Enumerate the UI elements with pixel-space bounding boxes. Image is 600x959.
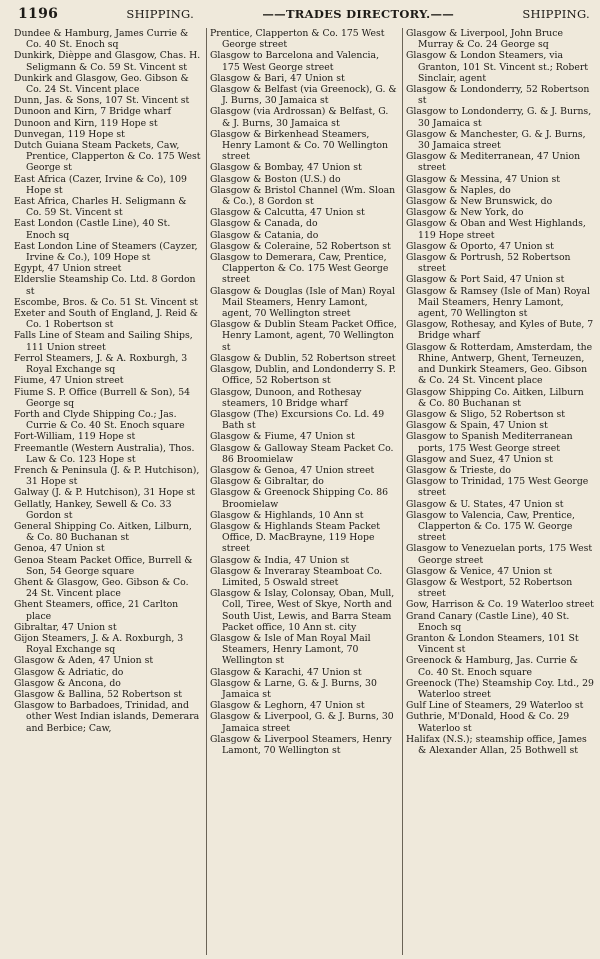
directory-entry: Glasgow & London Steamers, via Granton, 101 St. Vincent st.; Robert Sinclair, agent: [406, 50, 589, 84]
directory-entry: Glasgow & Mediterranean, 47 Union street: [406, 151, 581, 174]
directory-entry: Galway (J. & P. Hutchison), 31 Hope st: [14, 487, 196, 499]
directory-entry: Dundee & Hamburg, James Currie & Co. 40 St. Enoch sq: [14, 28, 189, 51]
directory-entry: Glasgow & New Brunswick, do: [406, 196, 553, 208]
directory-entry: Granton & London Steamers, 101 St Vincent st: [406, 632, 579, 656]
directory-entry: Fiume S. P. Office (Burrell & Son), 54 George sq: [14, 386, 191, 409]
directory-entry: Glasgow & Aden, 47 Union st: [14, 655, 154, 667]
directory-entry: Dunn, Jas. & Sons, 107 St. Vincent st: [14, 95, 190, 107]
directory-entry: Genoa Steam Packet Office, Burrell & Son, 54 George square: [14, 554, 193, 577]
directory-entry: Glasgow and Suez, 47 Union st: [406, 453, 553, 465]
directory-entry: Grand Canary (Castle Line), 40 St. Enoch sq: [406, 610, 570, 633]
directory-entry: Glasgow & Portrush, 52 Robertson street: [406, 252, 571, 275]
directory-entry: Glasgow & Genoa, 47 Union street: [210, 464, 375, 476]
directory-entry: Glasgow & Fiume, 47 Union st: [210, 431, 355, 443]
directory-entry: General Shipping Co. Aitken, Lilburn, & Co. 80 Buchanan st: [14, 520, 192, 544]
directory-entry: Freemantle (Western Australia), Thos. Law & Co. 123 Hope st: [14, 442, 195, 465]
directory-entry: Glasgow & Highlands Steam Packet Office, D. MacBrayne, 119 Hope street: [210, 520, 380, 555]
directory-entry: Guthrie, M'Donald, Hood & Co. 29 Waterloo st: [406, 711, 570, 734]
directory-entry: Glasgow & Karachi, 47 Union st: [210, 666, 362, 678]
page-number: 1196: [18, 6, 59, 22]
directory-entry: Glasgow, Dublin, and Londonderry S. P. Office, 52 Robertson st: [210, 364, 396, 387]
directory-entry: Exeter and South of England, J. Reid & Co. 1 Robertson st: [14, 308, 198, 331]
directory-entry: Glasgow & Boston (U.S.) do: [210, 173, 341, 185]
directory-entry: Glasgow & Greenock Shipping Co. 86 Broomielaw: [210, 487, 389, 510]
directory-entry: Glasgow & Rotterdam, Amsterdam, the Rhine, Antwerp, Ghent, Terneuzen, and Dunkirk Steamers, Geo. Gibson & Co. 24 St. Vincent place: [406, 341, 593, 387]
directory-entry: Glasgow & Bristol Channel (Wm. Sloan & Co.), 8 Gordon st: [210, 184, 396, 208]
directory-entry: Glasgow & Trieste, do: [406, 464, 511, 476]
directory-entry: Glasgow & Calcutta, 47 Union st: [210, 207, 365, 219]
directory-entry: Glasgow & India, 47 Union st: [210, 554, 350, 566]
directory-entry: Glasgow & Larne, G. & J. Burns, 30 Jamaica st: [210, 677, 377, 700]
directory-entry: Glasgow & Liverpool Steamers, Henry Lamont, 70 Wellington st: [210, 733, 392, 756]
directory-entry: Glasgow & Manchester, G. & J. Burns, 30 Jamaica street: [406, 128, 586, 152]
directory-entry: Genoa, 47 Union st: [14, 543, 105, 555]
directory-entry: Glasgow & Gibraltar, do: [210, 476, 324, 488]
header-right-word: SHIPPING.: [522, 7, 590, 21]
directory-entry: Ferrol Steamers, J. & A. Roxburgh, 3 Royal Exchange sq: [14, 352, 188, 376]
directory-entry: East Africa, Charles H. Seligmann & Co. 59 St. Vincent st: [14, 196, 187, 219]
directory-entry: Glasgow & Liverpool, G. & J. Burns, 30 Jamaica street: [210, 711, 394, 734]
directory-entry: Glasgow, Dunoon, and Rothesay steamers, 10 Bridge wharf: [210, 386, 362, 409]
directory-entry: Glasgow & Birkenhead Steamers, Henry Lamont & Co. 70 Wellington street: [210, 128, 389, 163]
directory-entry: Glasgow & Dublin Steam Packet Office, Henry Lamont, agent, 70 Wellington st: [210, 319, 397, 353]
directory-entry: Greenock & Hamburg, Jas. Currie & Co. 40 St. Enoch square: [406, 655, 578, 678]
directory-entry: Ghent Steamers, office, 21 Carlton place: [14, 599, 179, 622]
directory-entry: Dutch Guiana Steam Packets, Caw, Prentice, Clapperton & Co. 175 West George st: [14, 140, 201, 174]
directory-entry: Dunvegan, 119 Hope st: [14, 128, 125, 140]
directory-entry: Ghent & Glasgow, Geo. Gibson & Co. 24 St. Vincent place: [14, 576, 189, 600]
directory-entry: French & Peninsula (J. & P. Hutchison), 31 Hope st: [14, 464, 200, 488]
running-header: [18, 4, 590, 24]
directory-entry: Glasgow & Adriatic, do: [14, 666, 124, 678]
directory-entry: Glasgow & Sligo, 52 Robertson st: [406, 408, 566, 420]
directory-entry: Glasgow & Londonderry, 52 Robertson st: [406, 84, 590, 107]
directory-entry: Glasgow to Demerara, Caw, Prentice, Clapperton & Co. 175 West George street: [210, 252, 389, 286]
directory-entry: Halifax (N.S.); steamship office, James & Alexander Allan, 25 Bothwell st: [406, 733, 587, 756]
directory-entry: Glasgow & Bari, 47 Union st: [210, 72, 345, 84]
directory-entry: Glasgow & Naples, do: [406, 184, 511, 196]
columns: [14, 28, 594, 955]
directory-entry: Glasgow, Rothesay, and Kyles of Bute, 7 Bridge wharf: [406, 319, 594, 342]
directory-entry: Glasgow & Messina, 47 Union st: [406, 173, 561, 185]
directory-entry: Gibraltar, 47 Union st: [14, 621, 117, 633]
column-2: [206, 28, 398, 955]
directory-entry: Gellatly, Hankey, Sewell & Co. 33 Gordon st: [14, 498, 172, 521]
directory-entry: Glasgow (via Ardrossan) & Belfast, G. & J. Burns, 30 Jamaica st: [210, 106, 389, 129]
directory-entry: Glasgow & Galloway Steam Packet Co. 86 Broomielaw: [210, 442, 394, 465]
directory-entry: Gulf Line of Steamers, 29 Waterloo st: [406, 700, 584, 712]
directory-entry: Glasgow Shipping Co. Aitken, Lilburn & Co. 80 Buchanan st: [406, 386, 584, 409]
column-1: [14, 28, 202, 955]
directory-entry: Greenock (The) Steamship Coy. Ltd., 29 Waterloo street: [406, 677, 594, 700]
directory-entry: Fiume, 47 Union street: [14, 375, 124, 387]
directory-entry: Dunkirk, Dièppe and Glasgow, Chas. H. Seligmann & Co. 59 St. Vincent st: [14, 50, 201, 73]
directory-entry: East Africa (Cazer, Irvine & Co), 109 Hope st: [14, 173, 187, 196]
directory-entry: Glasgow & Bombay, 47 Union st: [210, 162, 362, 174]
directory-entry: Glasgow & Leghorn, 47 Union st: [210, 700, 365, 712]
directory-entry: Glasgow & Venice, 47 Union st: [406, 565, 552, 577]
directory-entry: Glasgow to Spanish Mediterranean ports, 175 West George street: [406, 431, 573, 454]
directory-entry: Prentice, Clapperton & Co. 175 West George street: [210, 28, 385, 51]
directory-entry: Glasgow & Oporto, 47 Union st: [406, 240, 554, 252]
directory-entry: Glasgow to Barbadoes, Trinidad, and other West Indian islands, Demerara and Berbice; Caw,: [14, 700, 200, 734]
directory-entry: Dunoon and Kirn, 7 Bridge wharf: [14, 106, 172, 118]
directory-entry: Glasgow & Ramsey (Isle of Man) Royal Mail Steamers, Henry Lamont, agent, 70 Wellington st: [406, 285, 590, 320]
directory-entry: Glasgow & Highlands, 10 Ann st: [210, 509, 364, 521]
directory-entry: Glasgow & Oban and West Highlands, 119 Hope street: [406, 218, 586, 241]
directory-entry: Glasgow & Ancona, do: [14, 677, 121, 689]
directory-entry: Gow, Harrison & Co. 19 Waterloo street: [406, 599, 594, 611]
directory-entry: Glasgow to Londonderry, G. & J. Burns, 30 Jamaica st: [406, 106, 592, 129]
directory-entry: Glasgow & Dublin, 52 Robertson street: [210, 352, 396, 364]
directory-entry: Glasgow to Venezuelan ports, 175 West George street: [406, 543, 593, 566]
directory-entry: Dunkirk and Glasgow, Geo. Gibson & Co. 24 St. Vincent place: [14, 72, 189, 96]
directory-entry: Dunoon and Kirn, 119 Hope st: [14, 117, 158, 129]
directory-entry: Glasgow to Barcelona and Valencia, 175 West George street: [210, 50, 380, 73]
header-title: ——TRADES DIRECTORY.——: [262, 7, 455, 21]
directory-entry: Glasgow & Westport, 52 Robertson street: [406, 576, 573, 600]
directory-entry: Escombe, Bros. & Co. 51 St. Vincent st: [14, 296, 198, 308]
directory-entry: East London Line of Steamers (Cayzer, Irvine & Co.), 109 Hope st: [14, 240, 198, 264]
directory-entry: Glasgow & New York, do: [406, 207, 524, 219]
directory-entry: Glasgow & Islay, Colonsay, Oban, Mull, Coll, Tiree, West of Skye, North and South Uist, Lewis, and Barra Steam Packet office, 10 Ann st. city: [210, 588, 395, 633]
directory-entry: Glasgow & Inveraray Steamboat Co. Limited, 5 Oswald street: [210, 565, 383, 588]
directory-entry: East London (Castle Line), 40 St. Enoch sq: [14, 218, 171, 241]
directory-entry: Glasgow (The) Excursions Co. Ld. 49 Bath st: [210, 408, 385, 432]
directory-entry: Glasgow & Catania, do: [210, 229, 319, 241]
directory-entry: Forth and Clyde Shipping Co.; Jas. Currie & Co. 40 St. Enoch square: [14, 408, 185, 432]
directory-entry: Glasgow & Ballina, 52 Robertson st: [14, 688, 182, 700]
directory-entry: Glasgow & Port Said, 47 Union st: [406, 274, 565, 286]
directory-entry: Elderslie Steamship Co. Ltd. 8 Gordon st: [14, 274, 196, 297]
directory-entry: Glasgow to Trinidad, 175 West George street: [406, 476, 589, 499]
directory-entry: Glasgow & Coleraine, 52 Robertson st: [210, 240, 391, 252]
directory-entry: Gijon Steamers, J. & A. Roxburgh, 3 Royal Exchange sq: [14, 632, 184, 656]
directory-entry: Egypt, 47 Union street: [14, 263, 122, 275]
directory-entry: Falls Line of Steam and Sailing Ships, 111 Union street: [14, 330, 193, 353]
directory-entry: Glasgow & Spain, 47 Union st: [406, 420, 548, 432]
directory-entry: Glasgow & Douglas (Isle of Man) Royal Mail Steamers, Henry Lamont, agent, 70 Wellington street: [210, 285, 396, 320]
column-3: [402, 28, 594, 955]
directory-entry: Glasgow & Belfast (via Greenock), G. & J. Burns, 30 Jamaica st: [210, 84, 397, 107]
directory-entry: Fort-William, 119 Hope st: [14, 431, 136, 443]
directory-entry: Glasgow & Liverpool, John Bruce Murray & Co. 24 George sq: [406, 28, 564, 51]
directory-entry: Glasgow & U. States, 47 Union st: [406, 498, 564, 510]
directory-entry: Glasgow & Canada, do: [210, 218, 318, 230]
directory-entry: Glasgow & Isle of Man Royal Mail Steamers, Henry Lamont, 70 Wellington st: [210, 632, 371, 667]
header-left-word: SHIPPING.: [126, 7, 195, 21]
directory-entry: Glasgow to Valencia, Caw, Prentice, Clapperton & Co. 175 W. George street: [406, 509, 575, 544]
